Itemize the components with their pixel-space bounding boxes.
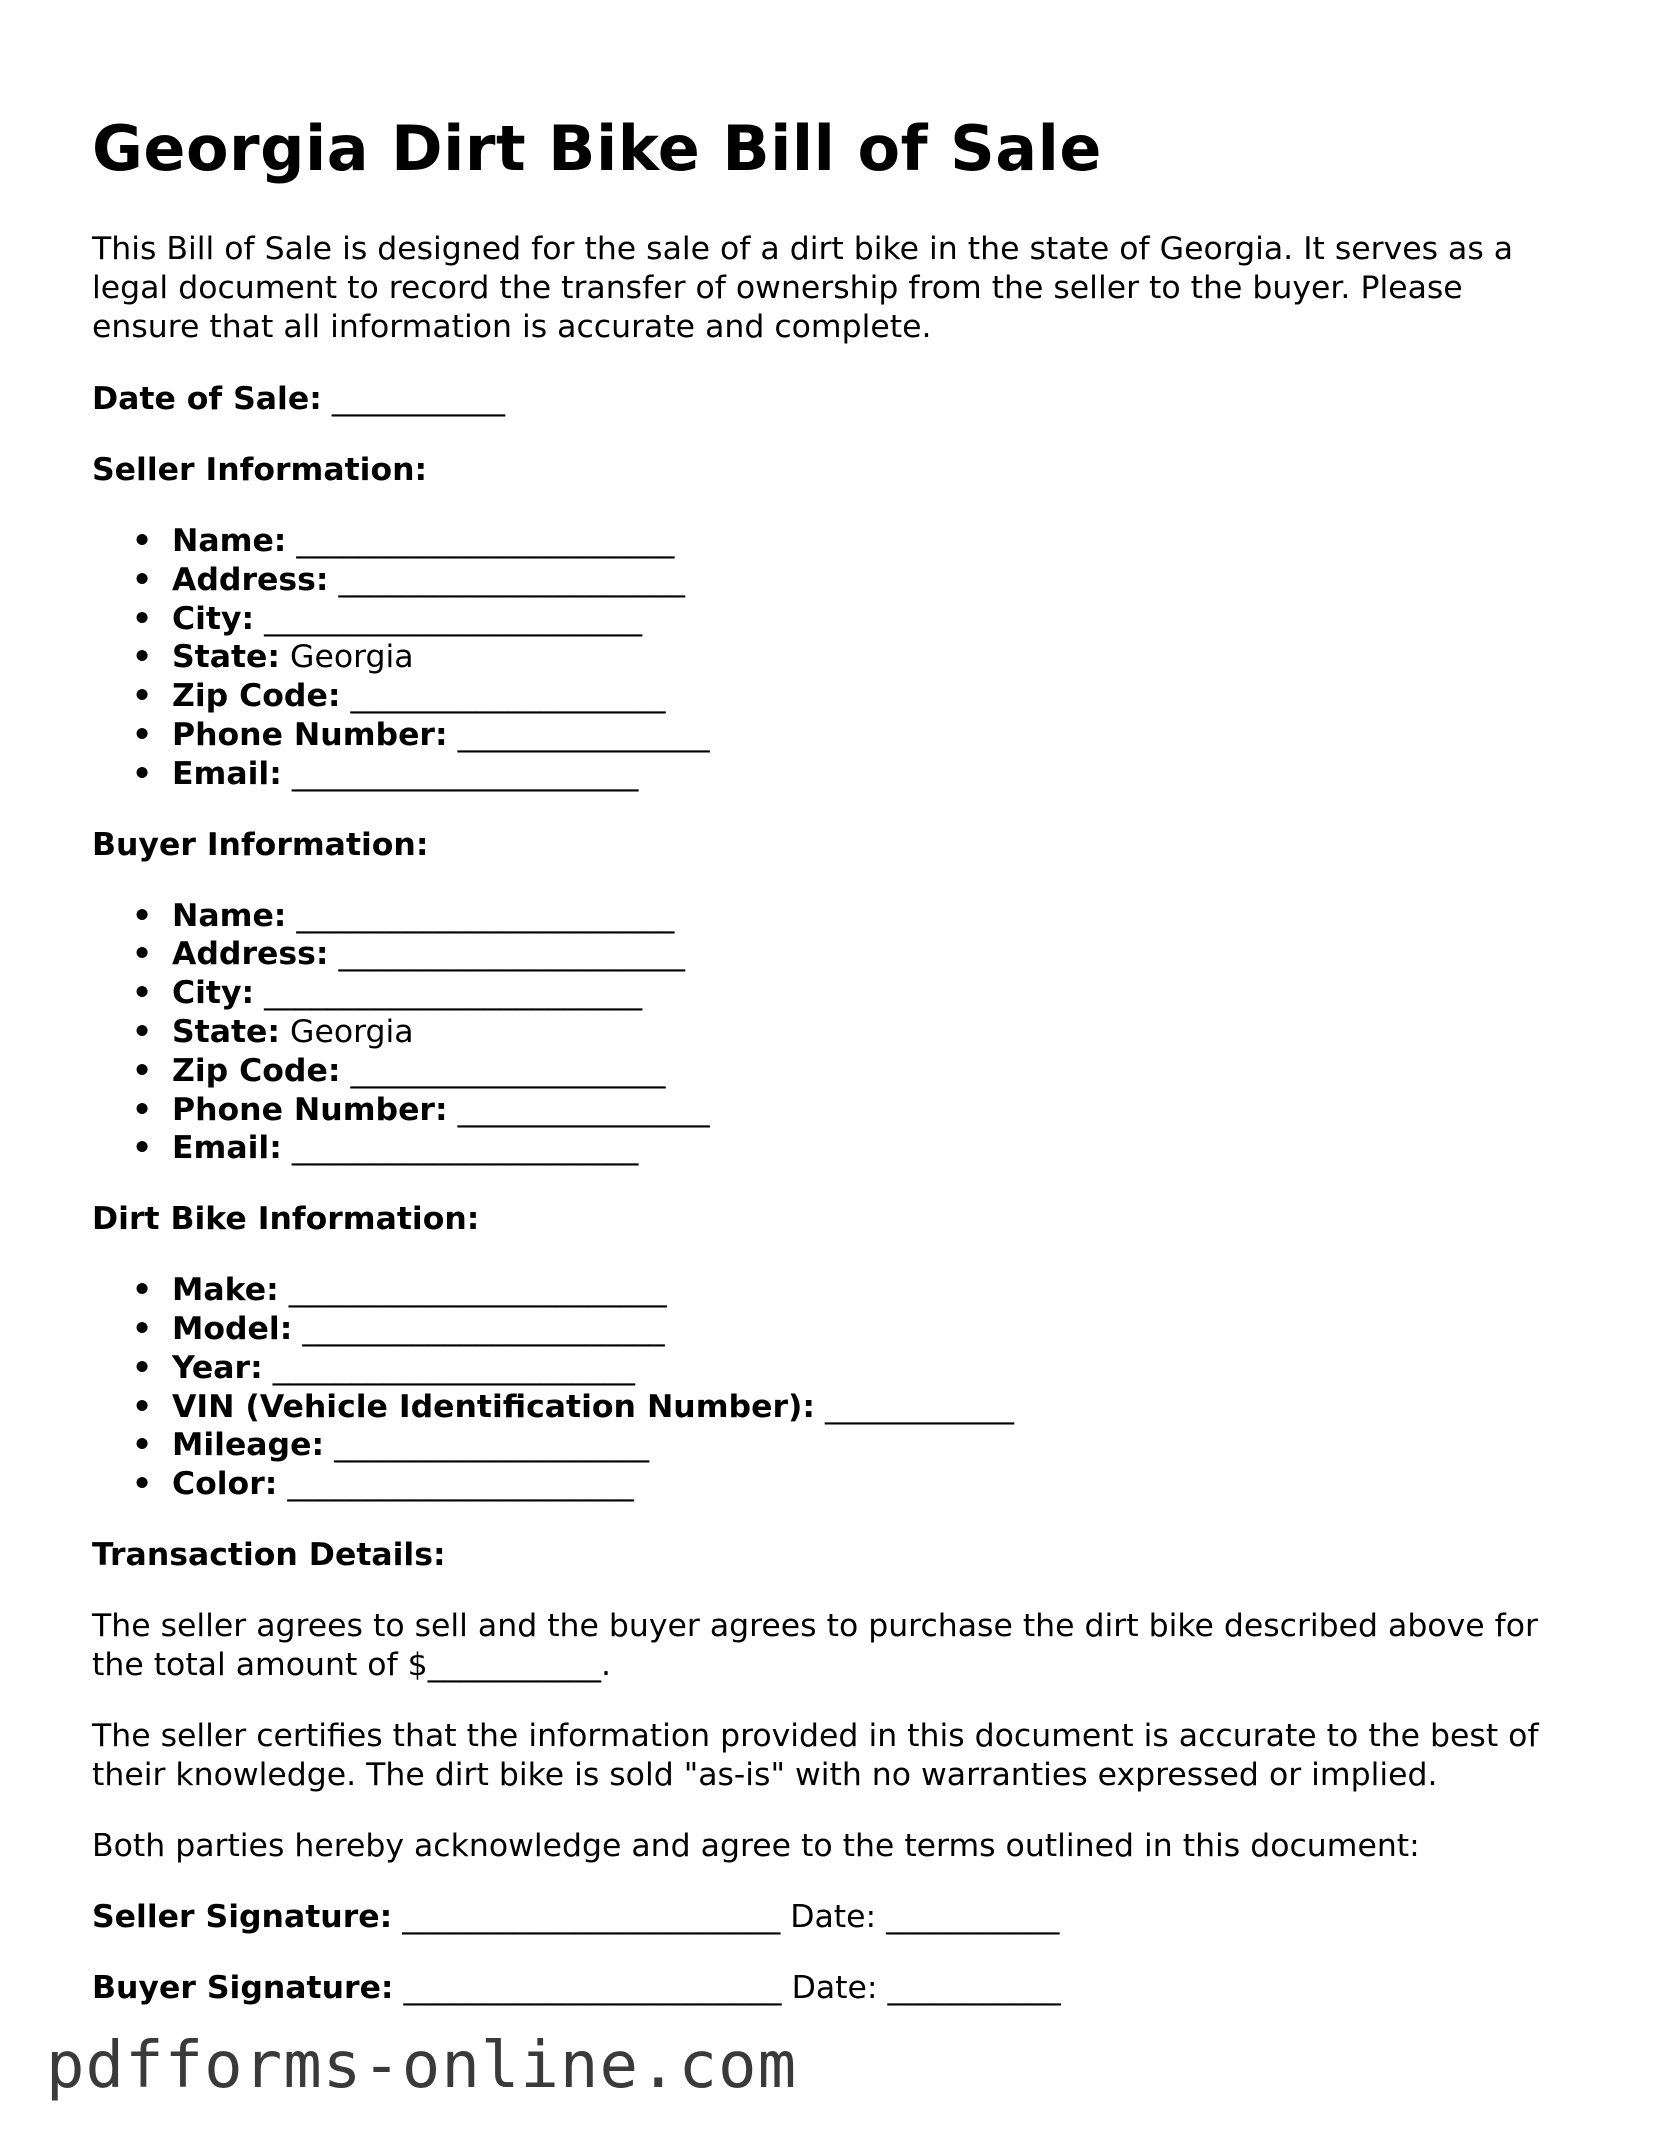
buyer-email-label: Email: xyxy=(172,1130,282,1167)
acknowledgement-paragraph: Both parties hereby acknowledge and agree to the terms outlined in this document: xyxy=(92,1827,1420,1864)
buyer-zip-label: Zip Code: xyxy=(172,1052,341,1089)
bullet-icon: • xyxy=(132,1272,153,1309)
list-item xyxy=(132,755,1572,794)
seller-address-label: Address: xyxy=(172,561,329,598)
buyer-state-label: State: xyxy=(172,1013,281,1050)
buyer-date-field[interactable]: ___________ xyxy=(887,1969,1061,2006)
bullet-icon: • xyxy=(132,639,153,676)
buyer-city-field[interactable]: ________________________ xyxy=(264,975,643,1012)
seller-phone-label: Phone Number: xyxy=(172,716,448,753)
bike-make-label: Make: xyxy=(172,1272,279,1309)
buyer-signature-label: Buyer Signature: xyxy=(92,1969,394,2006)
seller-address-field[interactable]: ______________________ xyxy=(338,561,685,598)
seller-signature-row xyxy=(92,1898,1572,1937)
list-item xyxy=(132,522,1572,561)
list-item xyxy=(132,677,1572,716)
transaction-section-heading: Transaction Details: xyxy=(92,1536,446,1573)
bike-model-label: Model: xyxy=(172,1310,293,1347)
bike-mileage-field[interactable]: ____________________ xyxy=(334,1427,650,1464)
bullet-icon: • xyxy=(132,1349,153,1386)
bike-make-field[interactable]: ________________________ xyxy=(288,1272,667,1309)
bike-year-label: Year: xyxy=(172,1349,263,1386)
seller-name-field[interactable]: ________________________ xyxy=(296,523,675,559)
bullet-icon: • xyxy=(132,1388,153,1425)
seller-zip-label: Zip Code: xyxy=(172,678,341,715)
seller-phone-field[interactable]: ________________ xyxy=(457,716,710,753)
site-watermark: pdfforms-online.com xyxy=(46,2029,798,2103)
date-of-sale-label: Date of Sale: xyxy=(92,381,322,417)
list-item xyxy=(132,1013,1572,1052)
list-item xyxy=(132,1349,1572,1388)
buyer-address-field[interactable]: ______________________ xyxy=(338,936,685,973)
bike-color-field[interactable]: ______________________ xyxy=(287,1466,634,1503)
seller-section-heading: Seller Information: xyxy=(92,452,428,488)
bike-model-field[interactable]: _______________________ xyxy=(302,1310,665,1347)
list-item xyxy=(132,1091,1572,1130)
certification-paragraph: The seller certifies that the information provided in this document is accurate to the best of their knowledge. The dirt bike is sold "as-is" with no warranties expressed or implied. xyxy=(92,1717,1539,1793)
bullet-icon: • xyxy=(132,1052,153,1089)
list-item xyxy=(132,1310,1572,1349)
list-item xyxy=(132,600,1572,639)
buyer-phone-field[interactable]: ________________ xyxy=(457,1091,710,1128)
buyer-city-label: City: xyxy=(172,975,255,1012)
buyer-info-list xyxy=(92,897,1572,1169)
list-item xyxy=(132,935,1572,974)
seller-city-label: City: xyxy=(172,600,255,637)
seller-date-field[interactable]: ___________ xyxy=(886,1898,1060,1935)
bullet-icon: • xyxy=(132,1310,153,1347)
list-item xyxy=(132,1388,1572,1427)
buyer-zip-field[interactable]: ____________________ xyxy=(350,1052,666,1089)
list-item xyxy=(132,1129,1572,1168)
buyer-email-field[interactable]: ______________________ xyxy=(291,1130,639,1167)
list-item xyxy=(132,1271,1572,1310)
bullet-icon: • xyxy=(132,716,153,753)
bike-color-label: Color: xyxy=(172,1466,278,1503)
buyer-date-label: Date: xyxy=(791,1969,878,2006)
bike-info-list xyxy=(92,1271,1572,1504)
date-of-sale-field[interactable]: ___________ xyxy=(331,381,506,417)
list-item xyxy=(132,638,1572,677)
buyer-state-value: Georgia xyxy=(290,1013,414,1050)
bike-mileage-label: Mileage: xyxy=(172,1427,325,1464)
bullet-icon: • xyxy=(132,678,153,715)
bullet-icon: • xyxy=(132,897,153,934)
seller-state-value: Georgia xyxy=(290,639,414,676)
seller-zip-field[interactable]: ____________________ xyxy=(350,678,666,715)
seller-email-label: Email: xyxy=(172,755,282,792)
date-of-sale-row xyxy=(92,380,1572,419)
bullet-icon: • xyxy=(132,1013,153,1050)
document-title: Georgia Dirt Bike Bill of Sale xyxy=(92,112,1102,185)
list-item xyxy=(132,1426,1572,1465)
intro-paragraph: This Bill of Sale is designed for the sale of a dirt bike in the state of Georgia. It serves as a legal document to record the transfer of ownership from the seller to the buyer. Please ensure that all information is accurate and complete. xyxy=(92,231,1514,345)
list-item xyxy=(132,974,1572,1013)
buyer-section-heading: Buyer Information: xyxy=(92,826,429,863)
list-item xyxy=(132,716,1572,755)
seller-signature-field[interactable]: ________________________ xyxy=(402,1898,781,1935)
seller-date-label: Date: xyxy=(790,1898,877,1935)
seller-email-field[interactable]: ______________________ xyxy=(291,755,639,792)
bike-section-heading: Dirt Bike Information: xyxy=(92,1201,480,1238)
buyer-phone-label: Phone Number: xyxy=(172,1091,448,1128)
buyer-signature-field[interactable]: ________________________ xyxy=(403,1969,782,2006)
list-item xyxy=(132,897,1572,936)
bullet-icon: • xyxy=(132,1091,153,1128)
bullet-icon: • xyxy=(132,975,153,1012)
buyer-signature-row xyxy=(92,1969,1572,2008)
bullet-icon: • xyxy=(132,755,153,792)
seller-signature-label: Seller Signature: xyxy=(92,1898,393,1935)
bullet-icon: • xyxy=(132,1427,153,1464)
bullet-icon: • xyxy=(132,600,153,637)
bike-year-field[interactable]: _______________________ xyxy=(272,1349,635,1386)
seller-name-label: Name: xyxy=(172,523,287,559)
buyer-name-label: Name: xyxy=(172,897,287,934)
seller-city-field[interactable]: ________________________ xyxy=(264,600,643,637)
bullet-icon: • xyxy=(132,561,153,598)
bill-of-sale-document xyxy=(92,112,1572,2040)
seller-info-list xyxy=(92,522,1572,794)
buyer-name-field[interactable]: ________________________ xyxy=(296,897,675,934)
bullet-icon: • xyxy=(132,936,153,973)
bullet-icon: • xyxy=(132,1466,153,1503)
transaction-amount-paragraph: The seller agrees to sell and the buyer agrees to purchase the dirt bike described above for the total amount of $___________. xyxy=(92,1607,1538,1683)
bullet-icon: • xyxy=(132,1130,153,1167)
bullet-icon: • xyxy=(132,523,153,559)
list-item xyxy=(132,561,1572,600)
list-item xyxy=(132,1465,1572,1504)
buyer-address-label: Address: xyxy=(172,936,329,973)
bike-vin-label: VIN (Vehicle Identification Number): xyxy=(172,1388,815,1425)
list-item xyxy=(132,1052,1572,1091)
bike-vin-field[interactable]: ____________ xyxy=(825,1388,1015,1425)
seller-state-label: State: xyxy=(172,639,281,676)
